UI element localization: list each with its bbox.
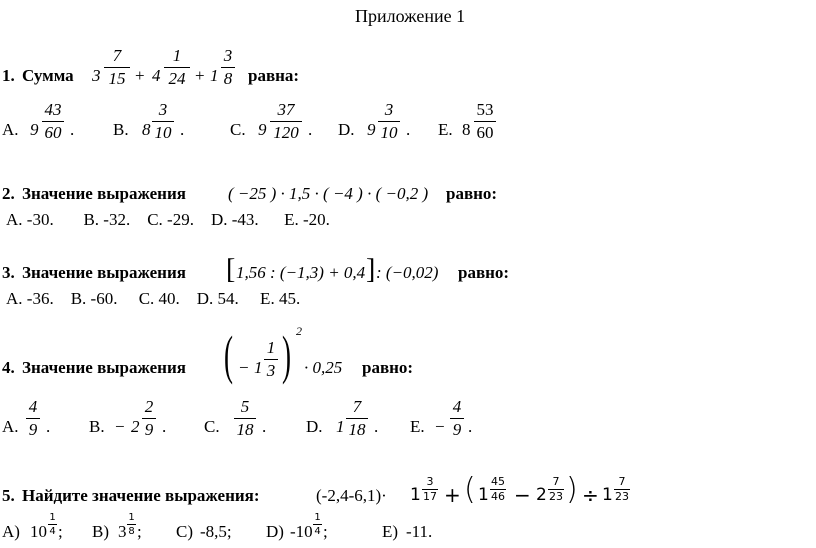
q4-option-a-label: A.: [2, 417, 19, 436]
q4-base-fraction: 1 3: [264, 338, 278, 381]
q5-m1-whole: 1: [410, 485, 421, 505]
q1-option-d-whole: 9: [367, 120, 376, 139]
q5-option-a-label: A): [2, 522, 20, 541]
q1-term2-fraction: 1 24: [164, 46, 190, 89]
q4-option-e-sign: −: [434, 417, 446, 436]
q1-option-b-label: B.: [113, 120, 129, 139]
q5-paren-open: (: [464, 472, 476, 507]
q4-prompt: Значение выражения: [22, 358, 186, 377]
q1-option-c-fraction: 37 120: [270, 100, 302, 143]
q1-option-a-fraction: 43 60: [42, 100, 64, 143]
q2-suffix: равно:: [446, 184, 498, 203]
q4-option-d-end: .: [374, 417, 379, 436]
q5-option-d-label: D): [266, 522, 284, 541]
q4-option-e-label: E.: [410, 417, 425, 436]
q4-option-b-fraction: 2 9: [142, 397, 156, 440]
q1-term1-fraction: 7 15: [104, 46, 130, 89]
q3-bracket-open: [: [226, 254, 236, 285]
q5-option-b-value: 3: [118, 522, 127, 541]
q5-option-a-fraction: 1 4: [49, 512, 56, 537]
q5-m3-fraction: 7 23: [549, 475, 563, 503]
q4-option-d-whole: 1: [336, 417, 345, 436]
q4-option-c-end: .: [262, 417, 267, 436]
q1-suffix: равна:: [248, 66, 300, 85]
q4-option-b-sign: −: [114, 417, 126, 436]
q1-option-b-fraction: 3 10: [152, 100, 174, 143]
q1-number: 1.: [2, 66, 15, 85]
q4-option-a-fraction: 4 9: [26, 397, 40, 440]
q4-option-a-end: .: [46, 417, 51, 436]
page-header: Приложение 1: [355, 6, 466, 26]
q5-option-a-value: 10: [30, 522, 47, 541]
q4-tail: · 0,25: [304, 358, 343, 377]
q1-prompt: Сумма: [22, 66, 74, 85]
q5-option-c-label: C): [176, 522, 193, 541]
q1-option-b-whole: 8: [142, 120, 151, 139]
q3-suffix: равно:: [458, 263, 510, 282]
q2-expression: ( −25 ) · 1,5 · ( −4 ) · ( −0,2 ): [228, 184, 429, 203]
q4-paren-open: (: [224, 325, 233, 385]
q1-option-e-label: E.: [438, 120, 453, 139]
q5-option-e-label: E): [382, 522, 399, 541]
q4-option-d-fraction: 7 18: [346, 397, 368, 440]
q5-prompt: Найдите значение выражения:: [22, 486, 260, 505]
q5-m1-fraction: 3 17: [423, 475, 437, 503]
q5-minus: −: [514, 483, 531, 507]
q5-option-b-fraction: 1 8: [128, 512, 135, 537]
q5-m3-whole: 2: [536, 485, 547, 505]
q5-option-d-value: -10: [290, 522, 313, 541]
q1-term3-fraction: 3 8: [221, 46, 235, 89]
q4-option-b-label: B.: [89, 417, 105, 436]
q4-base-sign: −: [238, 358, 250, 377]
q5-option-b-label: B): [92, 522, 109, 541]
q2-options: A. -30. B. -32. C. -29. D. -43. E. -20.: [6, 210, 330, 229]
q4-option-c-label: C.: [204, 417, 220, 436]
q5-expr-start: (-2,4-6,1)·: [316, 486, 387, 505]
q4-option-d-label: D.: [306, 417, 323, 436]
q4-option-b-end: .: [162, 417, 167, 436]
q1-plus-2: +: [195, 66, 205, 85]
q1-option-d-label: D.: [338, 120, 355, 139]
q4-option-e-fraction: 4 9: [450, 397, 464, 440]
q3-prompt: Значение выражения: [22, 263, 186, 282]
q1-plus-1: +: [135, 66, 145, 85]
q5-option-e-value: -11.: [406, 522, 433, 541]
q5-m4-whole: 1: [602, 485, 613, 505]
q5-plus: +: [444, 483, 461, 507]
q1-term2-whole: 4: [152, 66, 161, 85]
q1-term1-whole: 3: [92, 66, 101, 85]
q2-prompt: Значение выражения: [22, 184, 186, 203]
q4-suffix: равно:: [362, 358, 414, 377]
q1-option-c-end: .: [308, 120, 313, 139]
q1-option-a-label: A.: [2, 120, 19, 139]
q1-option-d-fraction: 3 10: [378, 100, 400, 143]
q1-term3-whole: 1: [210, 66, 219, 85]
q5-m2-whole: 1: [478, 485, 489, 505]
q1-option-e-whole: 8: [462, 120, 471, 139]
q5-divide: ÷: [582, 483, 599, 507]
q1-option-a-whole: 9: [30, 120, 39, 139]
q4-base-whole: 1: [254, 358, 263, 377]
q4-power: 2: [296, 324, 302, 338]
q4-number: 4.: [2, 358, 15, 377]
q4-option-e-end: .: [468, 417, 473, 436]
q1-option-b-end: .: [180, 120, 185, 139]
q3-bracket-close: ]: [366, 254, 376, 285]
q5-option-b-end: ;: [137, 522, 142, 541]
q3-expression-tail: : (−0,02): [376, 263, 439, 282]
q5-m2-fraction: 45 46: [491, 475, 505, 503]
q3-number: 3.: [2, 263, 15, 282]
q2-number: 2.: [2, 184, 15, 203]
q3-options: A. -36. B. -60. C. 40. D. 54. E. 45.: [6, 289, 301, 308]
q3-expression: 1,56 : (−1,3) + 0,4: [236, 263, 366, 282]
q1-option-c-label: C.: [230, 120, 246, 139]
q5-option-c-value: -8,5;: [200, 522, 232, 541]
q4-option-c-fraction: 5 18: [234, 397, 256, 440]
q5-option-d-fraction: 1 4: [314, 512, 321, 537]
q1-option-a-end: .: [70, 120, 75, 139]
q4-paren-close: ): [282, 325, 291, 385]
q5-option-d-end: ;: [323, 522, 328, 541]
q5-option-a-end: ;: [58, 522, 63, 541]
q5-m4-fraction: 7 23: [615, 475, 629, 503]
q1-option-c-whole: 9: [258, 120, 267, 139]
q1-option-e-fraction: 53 60: [474, 100, 496, 143]
q4-option-b-whole: 2: [131, 417, 140, 436]
q5-number: 5.: [2, 486, 15, 505]
q5-paren-close: ): [566, 472, 578, 507]
q1-option-d-end: .: [406, 120, 411, 139]
